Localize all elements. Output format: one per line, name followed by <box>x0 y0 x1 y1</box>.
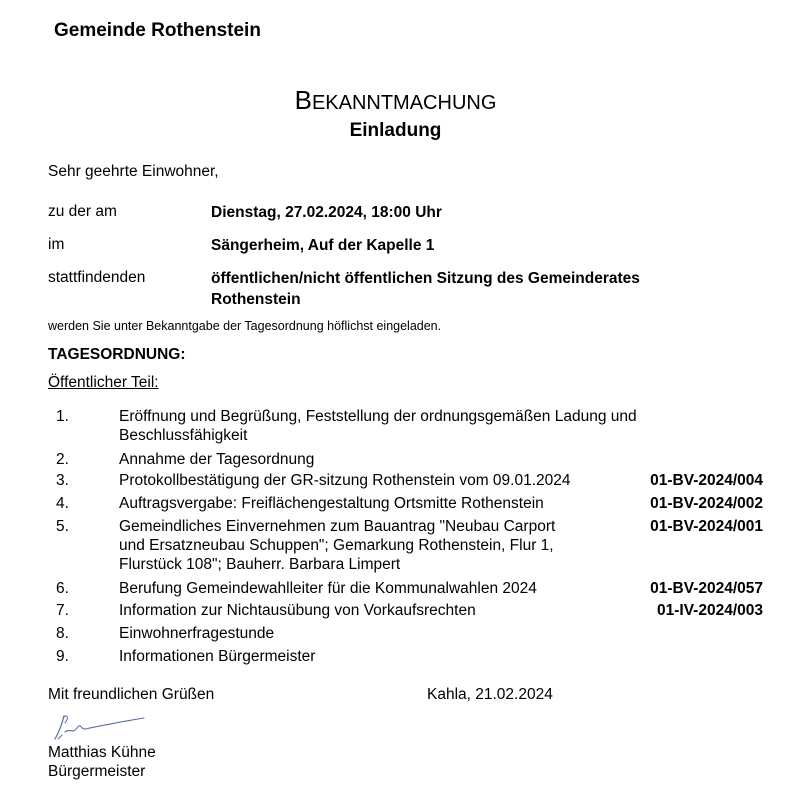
agenda-item-text: Gemeindliches Einvernehmen zum Bauantrag "Neubau Carport und Ersatzneubau Schuppen"; Gemarkung Rothenstein, Flur 1, Flurstück 108"; Bauherr. Barbara Limpert <box>119 518 556 573</box>
notice-subtitle: Einladung <box>349 120 442 141</box>
meeting-when-value: Dienstag, 27.02.2024, 18:00 Uhr <box>211 204 442 221</box>
signer-name: Matthias Kühne <box>48 744 156 761</box>
closing-salutation: Mit freundlichen Grüßen <box>48 686 215 703</box>
agenda-item-number: 5. <box>56 518 69 535</box>
agenda-item-number: 4. <box>56 495 69 512</box>
agenda-item-code: 01-BV-2024/057 <box>650 580 763 597</box>
agenda-item-number: 3. <box>56 472 69 489</box>
signature-icon <box>50 708 150 744</box>
agenda-item-number: 9. <box>56 648 69 665</box>
agenda-item-text: Einwohnerfragestunde <box>119 625 275 642</box>
agenda-item-text: Protokollbestätigung der GR-sitzung Rothenstein vom 09.01.2024 <box>119 472 571 489</box>
agenda-item-number: 2. <box>56 451 69 468</box>
notice-title <box>0 85 791 116</box>
meeting-where-value: Sängerheim, Auf der Kapelle 1 <box>211 237 435 254</box>
municipality-name: Gemeinde Rothenstein <box>54 20 261 41</box>
agenda-heading: TAGESORDNUNG: <box>48 346 186 363</box>
agenda-item-text: Annahme der Tagesordnung <box>119 451 315 468</box>
greeting: Sehr geehrte Einwohner, <box>48 163 219 180</box>
notice-title-initial: B <box>294 85 312 115</box>
notice-title-rest: EKANNTMACHUNG <box>311 92 497 114</box>
signer-role: Bürgermeister <box>48 763 146 780</box>
agenda-item-code: 01-BV-2024/001 <box>650 518 763 535</box>
agenda-item-number: 8. <box>56 625 69 642</box>
agenda-item-number: 1. <box>56 408 69 425</box>
agenda-item-text: Information zur Nichtausübung von Vorkaufsrechten <box>119 602 476 619</box>
agenda-item-code: 01-BV-2024/004 <box>650 472 763 489</box>
meeting-what-value: öffentlichen/nicht öffentlichen Sitzung des Gemeinderates Rothenstein <box>211 270 640 308</box>
meeting-when-label: zu der am <box>48 203 117 220</box>
agenda-item-text: Auftragsvergabe: Freiflächengestaltung Ortsmitte Rothenstein <box>119 495 544 512</box>
agenda-item-text: Eröffnung und Begrüßung, Feststellung der ordnungsgemäßen Ladung und Beschlussfähigkeit <box>119 408 637 444</box>
invitation-text: werden Sie unter Bekanntgabe der Tagesordnung höflichst eingeladen. <box>48 319 442 333</box>
agenda-item-text: Informationen Bürgermeister <box>119 648 316 665</box>
place-date: Kahla, 21.02.2024 <box>427 686 553 703</box>
agenda-item-code: 01-BV-2024/002 <box>650 495 763 512</box>
agenda-item-text: Berufung Gemeindewahlleiter für die Kommunalwahlen 2024 <box>119 580 537 597</box>
public-part-heading: Öffentlicher Teil: <box>48 374 159 391</box>
agenda-item-number: 6. <box>56 580 69 597</box>
meeting-where-label: im <box>48 236 65 253</box>
agenda-item-code: 01-IV-2024/003 <box>656 602 763 619</box>
agenda-item-number: 7. <box>56 602 69 619</box>
meeting-what-label: stattfindenden <box>48 269 146 286</box>
